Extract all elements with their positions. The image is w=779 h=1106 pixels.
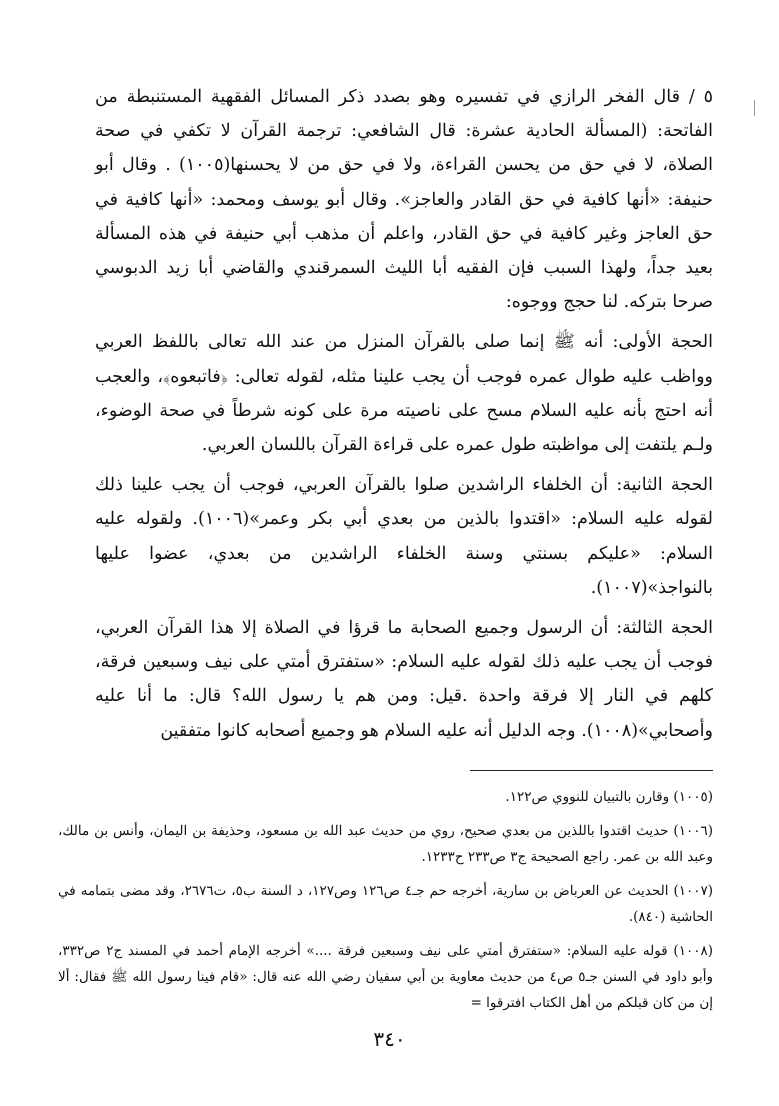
footnote-1006: (١٠٠٦) حديث اقتدوا باللذين من بعدي صحيح، روي من حديث عبد الله بن مسعود، وحذيفة بن اليمان، وأنس بن مالك، وعبد الله بن عمر. راجع الصحيحة ج٣ ص٢٣٣ ح١٢٣٣. [58,823,713,865]
margin-mark [754,100,755,116]
page-number: ٣٤٠ [373,1027,406,1051]
footnote-separator [470,770,713,771]
paragraph-razi-quote: ٥ / قال الفخر الرازي في تفسيره وهو بصدد ذكر المسائل الفقهية المستنبطة من الفاتحة: (المسألة الحادية عشرة: قال الشافعي: ترجمة القرآن لا تكفي في صحة الصلاة، لا في حق من يحسن القراءة، ولا في حق من لا يحسنها(١٠٠٥) . وقال أبو حنيفة: «أنها كافية في حق القادر والعاجز». وقال أبو يوسف ومحمد: «أنها كافية في حق العاجز وغير كافية في حق القادر، واعلم أن مذهب أبي حنيفة في هذه المسألة بعيد جداً، ولهذا السبب فإن الفقيه أبا الليث السمرقندي والقاضي أبا زيد الدبوسي صرحا بتركه. لنا حجج ووجوه: [95,87,713,313]
footnote-1005: (١٠٠٥) وقارن بالتبيان للنووي ص١٢٢. [505,789,713,805]
footnotes [58,784,713,1024]
paragraph-first-argument: الحجة الأولى: أنه ﷺ إنما صلى بالقرآن المنزل من عند الله تعالى باللفظ العربي وواظب عليه طوال عمره فوجب أن يجب علينا مثله، لقوله تعالى: ﴿فاتبعوه﴾، والعجب أنه احتج بأنه عليه السلام مسح على ناصيته مرة على كونه شرطاً في صحة الوضوء، ولـم يلتفت إلى مواظبته طول عمره على قراءة القرآن باللسان العربي. [95,332,713,456]
footnote-1007: (١٠٠٧) الحديث عن العرباض بن سارية، أخرجه حم جـ٤ ص١٢٦ وص١٢٧، د السنة ب٥، ت٢٦٧٦، وقد مضى بتمامه في الحاشية (٨٤٠). [58,883,714,925]
paragraph-second-argument: الحجة الثانية: أن الخلفاء الراشدين صلوا بالقرآن العربي، فوجب أن يجب علينا ذلك لقوله عليه السلام: «اقتدوا بالذين من بعدي أبي بكر وعمر»(١٠٠٦). ولقوله عليه السلام: «عليكم بسنتي وسنة الخلفاء الراشدين من بعدي، عضوا عليها بالنواجذ»(١٠٠٧). [95,475,714,598]
paragraph-third-argument: الحجة الثالثة: أن الرسول وجميع الصحابة ما قرؤا في الصلاة إلا هذا القرآن العربي، فوجب أن يجب عليه ذلك لقوله عليه السلام: «ستفترق أمتي على نيف وسبعين فرقة، كلهم في النار إلا فرقة واحدة .قيل: ومن هم يا رسول الله؟ قال: ما أنا عليه وأصحابي»(١٠٠٨). وجه الدليل أنه عليه السلام هو وجميع أصحابه كانوا متفقين [95,618,713,741]
main-text [95,80,713,748]
footnote-1008: (١٠٠٨) قوله عليه السلام: «ستفترق أمتي على نيف وسبعين فرقة ....» أخرجه الإمام أحمد في المسند ج٢ ص٣٣٢، وأبو داود في السنن جـ٥ ص٤ من حديث معاوية بن أبي سفيان رضي الله عنه قال: «قام فينا رسول الله ﷺ فقال: ألا إن من كان قبلكم من أهل الكتاب افترقوا = [58,943,713,1011]
